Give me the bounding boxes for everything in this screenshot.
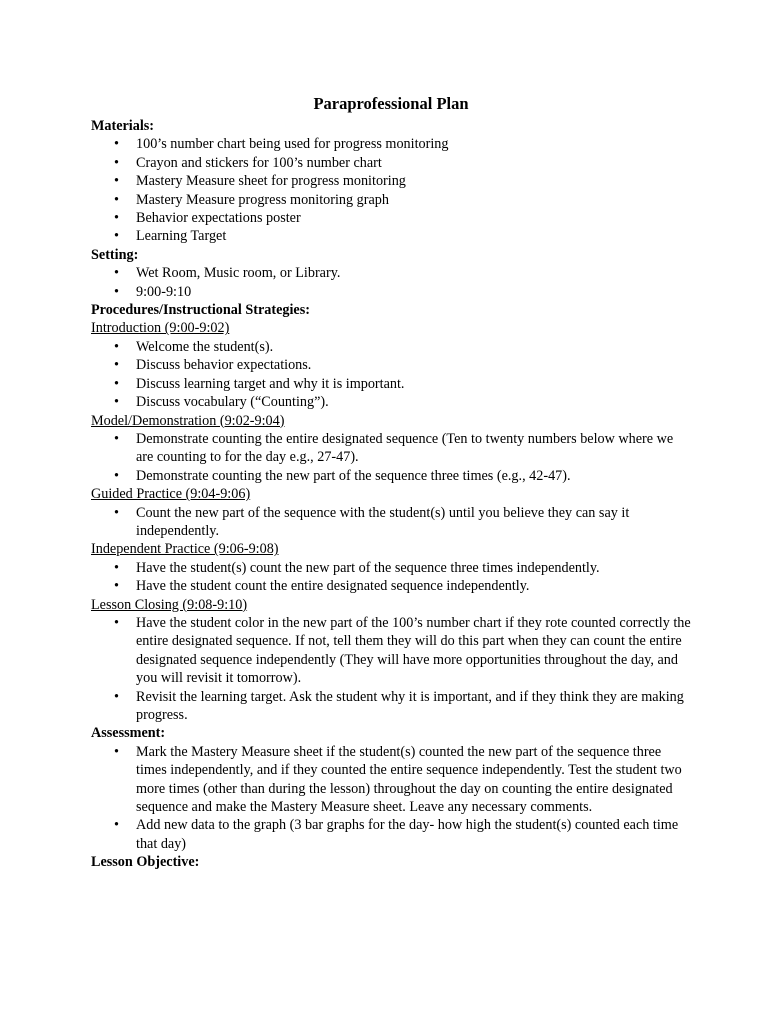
list-item: • Demonstrate counting the entire designated sequence (Ten to twenty numbers below where we are counting to for the day e.g., 27-47). [114,430,674,466]
bullet-icon: • [114,173,119,190]
bullet-icon: • [114,467,119,484]
bullet-icon: • [114,228,119,245]
bullet-icon: • [114,614,119,631]
list-item: • Discuss learning target and why it is important. [114,375,405,392]
list-item: • Have the student color in the new part of the 100’s number chart if they rote counted correctly the entire designated sequence. If not, tell them they will do this part when they can count the entire designated sequence independently (They will have more opportunities throughout the day, and you will revisit it tomorrow). [114,614,691,687]
lesson-closing-subheading: Lesson Closing (9:08-9:10) [91,596,248,613]
setting-list [91,264,691,301]
list-item: • Learning Target [114,228,227,245]
lesson-closing-list [91,614,691,724]
document-title: Paraprofessional Plan [313,94,469,113]
list-item: • Welcome the student(s). [114,338,274,355]
bullet-icon: • [114,817,119,834]
bullet-icon: • [114,136,119,153]
bullet-icon: • [114,578,119,595]
procedures-heading: Procedures/Instructional Strategies: [91,302,310,319]
list-item: • Count the new part of the sequence with the student(s) until you believe they can say it independently. [114,504,630,539]
bullet-icon: • [114,504,119,521]
bullet-icon: • [114,688,119,705]
list-item: • Mastery Measure sheet for progress monitoring [114,173,406,190]
bullet-icon: • [114,394,119,411]
bullet-icon: • [114,743,119,760]
introduction-list [91,338,691,412]
assessment-list [91,743,691,853]
independent-practice-subheading: Independent Practice (9:06-9:08) [91,541,279,558]
model-demonstration-subheading: Model/Demonstration (9:02-9:04) [91,412,285,429]
bullet-icon: • [114,265,119,282]
independent-practice-list [91,559,691,596]
introduction-subheading: Introduction (9:00-9:02) [91,320,230,337]
bullet-icon: • [114,283,119,300]
list-item: • Revisit the learning target. Ask the student why it is important, and if they think they are making progress. [114,688,684,723]
materials-list [91,135,691,245]
bullet-icon: • [114,357,119,374]
bullet-icon: • [114,375,119,392]
lesson-objective-heading: Lesson Objective: [91,854,200,871]
list-item: • Mark the Mastery Measure sheet if the student(s) counted the new part of the sequence three times independently, and if they counted the entire sequence independently. Test the student two more times (other than during the lesson) throughout the day on counting the entire designated sequence and make the Mastery Measure sheet. Leave any necessary comments. [114,743,682,816]
bullet-icon: • [114,154,119,171]
list-item: • Have the student count the entire designated sequence independently. [114,578,530,595]
list-item: • Discuss behavior expectations. [114,357,312,374]
list-item: • 100’s number chart being used for progress monitoring [114,136,449,153]
list-item: • Wet Room, Music room, or Library. [114,265,341,282]
guided-practice-subheading: Guided Practice (9:04-9:06) [91,486,251,503]
guided-practice-list [91,504,691,541]
document-body [91,93,691,872]
assessment-heading: Assessment: [91,725,166,742]
list-item: • Add new data to the graph (3 bar graphs for the day- how high the student(s) counted each time that day) [114,817,679,852]
bullet-icon: • [114,191,119,208]
bullet-icon: • [114,210,119,227]
list-item: • Discuss vocabulary (“Counting”). [114,394,329,411]
bullet-icon: • [114,338,119,355]
bullet-icon: • [114,559,119,576]
setting-heading: Setting: [91,246,139,263]
list-item: • Have the student(s) count the new part of the sequence three times independently. [114,559,600,576]
list-item: • Crayon and stickers for 100’s number chart [114,154,382,171]
model-demonstration-list [91,430,691,485]
list-item: • 9:00-9:10 [114,283,192,300]
list-item: • Demonstrate counting the new part of the sequence three times (e.g., 42-47). [114,467,571,484]
list-item: • Mastery Measure progress monitoring graph [114,191,389,208]
bullet-icon: • [114,430,119,447]
materials-heading: Materials: [91,118,155,134]
list-item: • Behavior expectations poster [114,210,301,227]
